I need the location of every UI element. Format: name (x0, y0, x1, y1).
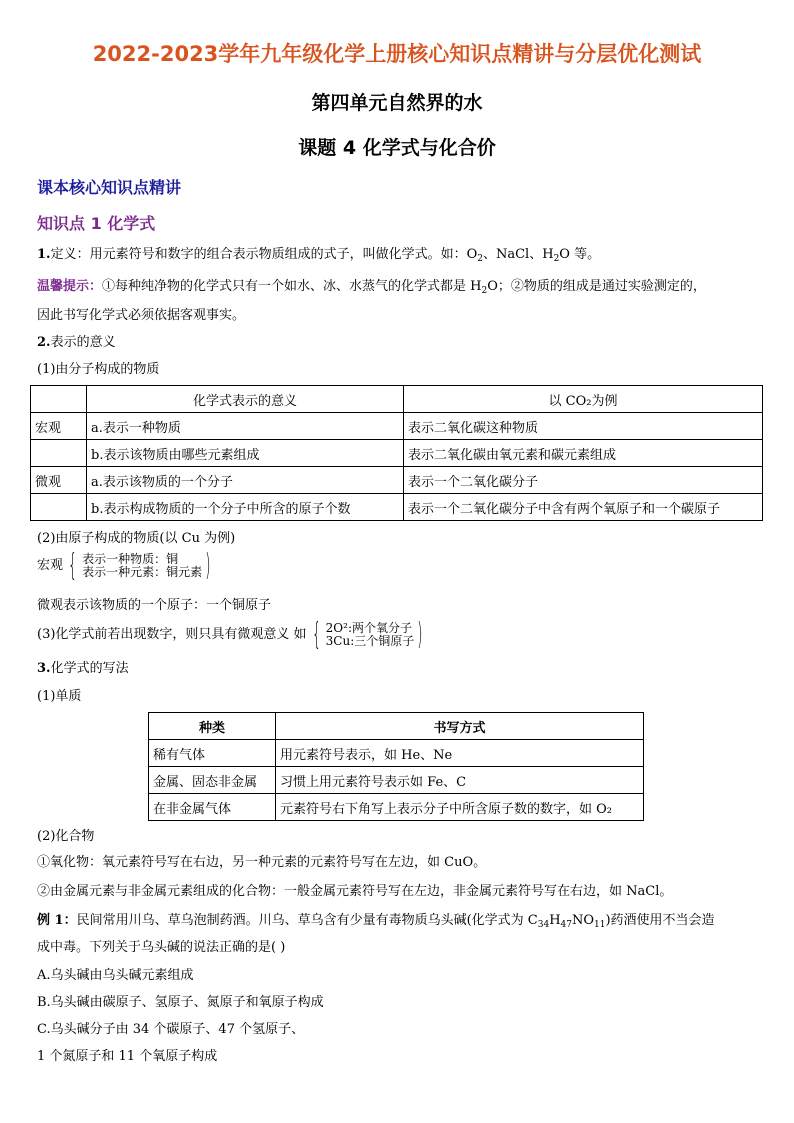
micro-line: 微观表示该物质的一个原子：一个铜原子 (37, 598, 272, 613)
table-cell: 金属、固态非金属 (149, 767, 276, 794)
hint-text-b: O；②物质的组成是通过实验测定的， (487, 279, 706, 294)
table-row (149, 794, 644, 821)
table-header-row (149, 713, 644, 740)
writing-number: 3. (37, 661, 51, 676)
left-brace-icon: { (68, 548, 77, 583)
left-brace-icon: { (311, 617, 321, 652)
table-header-cell: 化学式表示的意义 (87, 386, 404, 413)
meaning-heading (37, 334, 116, 352)
option-a: A.乌头碱由乌头碱元素组成 (37, 968, 194, 983)
right-brace-icon: ) (417, 617, 423, 652)
meaning-sub-2: (2)由原子构成的物质(以 Cu 为例) (37, 531, 236, 546)
prefix-example-1: 2O²:两个氧分子 (325, 621, 412, 635)
macro-items (82, 553, 202, 579)
example-text-b: )药酒使用不当会造 (605, 913, 715, 928)
example-label: 例 1： (37, 913, 77, 928)
hint-paragraph (37, 278, 706, 296)
table-cell: 表示一个二氧化碳分子 (404, 467, 763, 494)
formula-part: NO (571, 913, 595, 928)
section-heading-core: 课本核心知识点精讲 (37, 178, 182, 197)
element-writing-table (148, 712, 644, 821)
writing-sub-2: (2)化合物 (37, 829, 95, 844)
formula-sub: 11 (594, 920, 606, 930)
definition-text-b: 、NaCl、H (482, 247, 554, 262)
lesson-title: 课题 4 化学式与化合价 (298, 137, 496, 159)
table-cell: b.表示构成物质的一个分子中所含的原子个数 (87, 494, 404, 521)
metal-compound-rule: ②由金属元素与非金属元素组成的化合物：一般金属元素符号写在左边，非金属元素符号写在右边，如 NaCl。 (37, 884, 673, 899)
table-row (31, 494, 763, 521)
example-text-a: 民间常用川乌、草乌泡制药酒。川乌、草乌含有少量有毒物质乌头碱(化学式为 C (76, 913, 538, 928)
table-cell: 在非金属气体 (149, 794, 276, 821)
table-cell (31, 494, 87, 521)
table-cell: 微观 (31, 467, 87, 494)
meaning-number: 2. (37, 335, 51, 350)
table-cell (31, 440, 87, 467)
formula-sub: 47 (560, 920, 572, 930)
table-cell: 表示二氧化碳这种物质 (404, 413, 763, 440)
option-c-continued: 1 个氮原子和 11 个氧原子构成 (37, 1049, 218, 1064)
table-cell: b.表示该物质由哪些元素组成 (87, 440, 404, 467)
document-main-title: 2022-2023学年九年级化学上册核心知识点精讲与分层优化测试 (92, 42, 702, 66)
definition-sub-h2: 2 (553, 254, 560, 264)
definition-number: 1. (37, 247, 51, 262)
macro-item-2: 表示一种元素：铜元素 (82, 565, 203, 579)
writing-sub-1: (1)单质 (37, 689, 82, 704)
table-cell: a.表示该物质的一个分子 (87, 467, 404, 494)
macro-item-1: 表示一种物质：铜 (82, 552, 179, 566)
macro-brace-group (37, 548, 214, 583)
definition-sub-o2: 2 (477, 254, 483, 264)
table-row (31, 413, 763, 440)
table-cell: 宏观 (31, 413, 87, 440)
table-cell: 用元素符号表示，如 He、Ne (276, 740, 644, 767)
table-header-cell: 种类 (149, 713, 276, 740)
table-header-cell (31, 386, 87, 413)
writing-heading (37, 660, 129, 678)
hint-line-2: 因此书写化学式必须依据客观事实。 (37, 308, 246, 323)
numeral-prefix-group (37, 617, 426, 652)
hint-sub: 2 (481, 286, 488, 296)
oxide-rule: ①氧化物：氧元素符号写在右边，另一种元素的元素符号写在左边，如 CuO。 (37, 855, 487, 870)
table-cell: 元素符号右下角写上表示分子中所含原子数的数字，如 O₂ (276, 794, 644, 821)
table-row (31, 440, 763, 467)
unit-title: 第四单元自然界的水 (311, 92, 483, 114)
table-row (149, 740, 644, 767)
table-row (31, 467, 763, 494)
table-row (149, 767, 644, 794)
knowledge-point-heading: 知识点 1 化学式 (37, 214, 156, 233)
option-b: B.乌头碱由碳原子、氢原子、氮原子和氧原子构成 (37, 995, 324, 1010)
formula-part: H (549, 913, 561, 928)
hint-label: 温馨提示： (37, 279, 103, 294)
table-cell: 习惯上用元素符号表示如 Fe、C (276, 767, 644, 794)
meaning-heading-text: 表示的意义 (50, 335, 116, 350)
prefix-examples (326, 622, 415, 648)
table-cell: 表示二氧化碳由氧元素和碳元素组成 (404, 440, 763, 467)
meaning-sub-1: (1)由分子构成的物质 (37, 362, 160, 377)
table-header-cell: 以 CO₂为例 (404, 386, 763, 413)
table-cell: a.表示一种物质 (87, 413, 404, 440)
writing-heading-text: 化学式的写法 (50, 661, 129, 676)
macro-label: 宏观 (37, 558, 64, 573)
hint-text-a: ①每种纯净物的化学式只有一个如水、冰、水蒸气的化学式都是 H (102, 279, 482, 294)
definition-text-a: 定义：用元素符号和数字的组合表示物质组成的式子，叫做化学式。如：O (50, 247, 478, 262)
table-cell: 稀有气体 (149, 740, 276, 767)
table-cell: 表示一个二氧化碳分子中含有两个氧原子和一个碳原子 (404, 494, 763, 521)
definition-text-c: O 等。 (559, 247, 601, 262)
formula-sub: 34 (537, 920, 550, 930)
definition-paragraph (37, 246, 600, 264)
prefix-example-2: 3Cu:三个铜原子 (325, 634, 415, 648)
table-header-row (31, 386, 763, 413)
right-brace-icon: ) (205, 548, 211, 583)
molecule-meaning-table (30, 385, 763, 521)
option-c: C.乌头碱分子由 34 个碳原子、47 个氢原子、 (37, 1022, 305, 1037)
table-header-cell: 书写方式 (276, 713, 644, 740)
example-question (37, 912, 715, 930)
example-line-2: 成中毒。下列关于乌头碱的说法正确的是( ) (37, 940, 286, 955)
meaning-sub-3: (3)化学式前若出现数字，则只具有微观意义 如 (37, 627, 307, 642)
